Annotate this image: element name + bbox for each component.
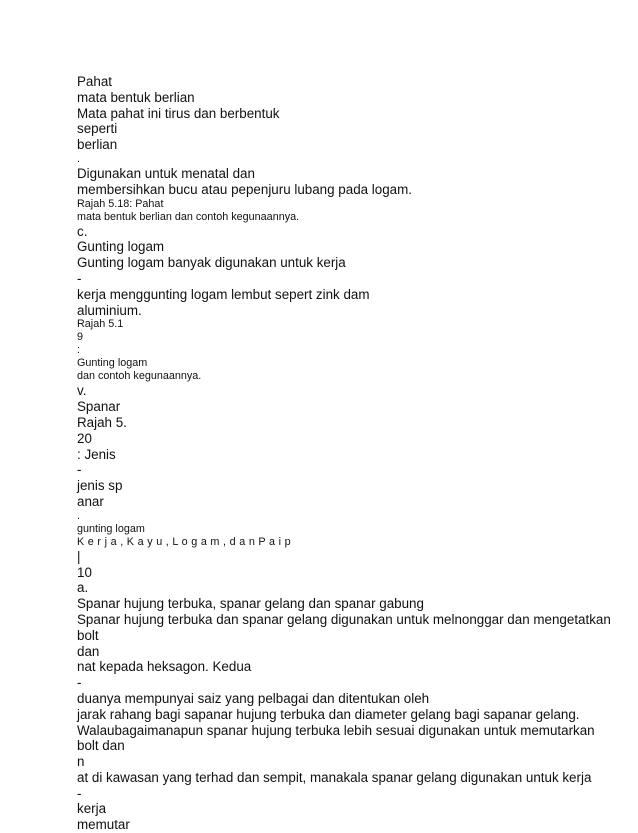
document-page (77, 74, 622, 833)
text-line: Rajah 5.18: Pahat (77, 197, 164, 210)
text-line: Spanar hujung terbuka, spanar gelang dan spanar gabung (77, 596, 424, 612)
text-line: 10 (77, 564, 92, 580)
text-line: . (77, 509, 80, 522)
text-line: - (77, 675, 82, 691)
text-line: - (77, 785, 82, 801)
text-line: aluminium. (77, 302, 142, 318)
text-line: dan (77, 643, 100, 659)
text-line: 9 (77, 331, 84, 344)
text-line: Mata pahat ini tirus dan berbentuk (77, 105, 280, 121)
text-line: c. (77, 223, 88, 239)
text-line: kerja (77, 801, 107, 817)
text-line: Rajah 5.1 (77, 318, 124, 331)
text-line: n (77, 754, 85, 770)
text-line: jarak rahang bagi sapanar hujung terbuka dan diameter gelang bagi sapanar gelang. (77, 706, 580, 722)
text-line: kerja menggunting logam lembut sepert zink dam (77, 286, 370, 302)
text-line: Gunting logam (77, 357, 148, 370)
text-line: : Jenis (77, 446, 116, 462)
text-line: a. (77, 580, 89, 596)
text-line: dan contoh kegunaannya. (77, 370, 202, 383)
text-line: Spanar hujung terbuka dan spanar gelang digunakan untuk melnonggar dan mengetatkan (77, 611, 611, 627)
text-line: Pahat (77, 74, 112, 89)
text-line: Spanar (77, 399, 121, 415)
text-line: v. (77, 383, 87, 399)
text-line: Gunting logam banyak digunakan untuk kerja (77, 255, 346, 271)
text-line: nat kepada heksagon. Kedua (77, 659, 252, 675)
text-line: duanya mempunyai saiz yang pelbagai dan ditentukan oleh (77, 690, 430, 706)
text-line: membersihkan bucu atau pepenjuru lubang pada logam. (77, 181, 412, 197)
text-line: seperti (77, 121, 118, 137)
text-line: mata bentuk berlian (77, 89, 195, 105)
text-line: K e r j a , K a y u , L o g a m , d a n P a i p (77, 535, 291, 548)
text-line: Gunting logam (77, 239, 165, 255)
text-line: gunting logam (77, 522, 145, 535)
text-line: : (77, 344, 80, 357)
text-line: berlian (77, 137, 118, 153)
text-line: jenis sp (77, 478, 123, 494)
text-line: Walaubagaimanapun spanar hujung terbuka lebih sesuai digunakan untuk memutarkan (77, 722, 595, 738)
text-line: . (77, 152, 80, 165)
text-line: mata bentuk berlian dan contoh kegunaannya. (77, 210, 300, 223)
text-line: | (77, 548, 81, 564)
text-line: Rajah 5. (77, 414, 127, 430)
text-line: bolt (77, 627, 99, 643)
text-line: at di kawasan yang terhad dan sempit, manakala spanar gelang digunakan untuk kerja (77, 769, 592, 785)
text-line: - (77, 270, 82, 286)
text-line: - (77, 462, 82, 478)
text-line: bolt dan (77, 738, 125, 754)
text-line: 20 (77, 430, 92, 446)
text-line: anar (77, 493, 104, 509)
text-line: memutar (77, 817, 130, 833)
text-line: Digunakan untuk menatal dan (77, 165, 255, 181)
